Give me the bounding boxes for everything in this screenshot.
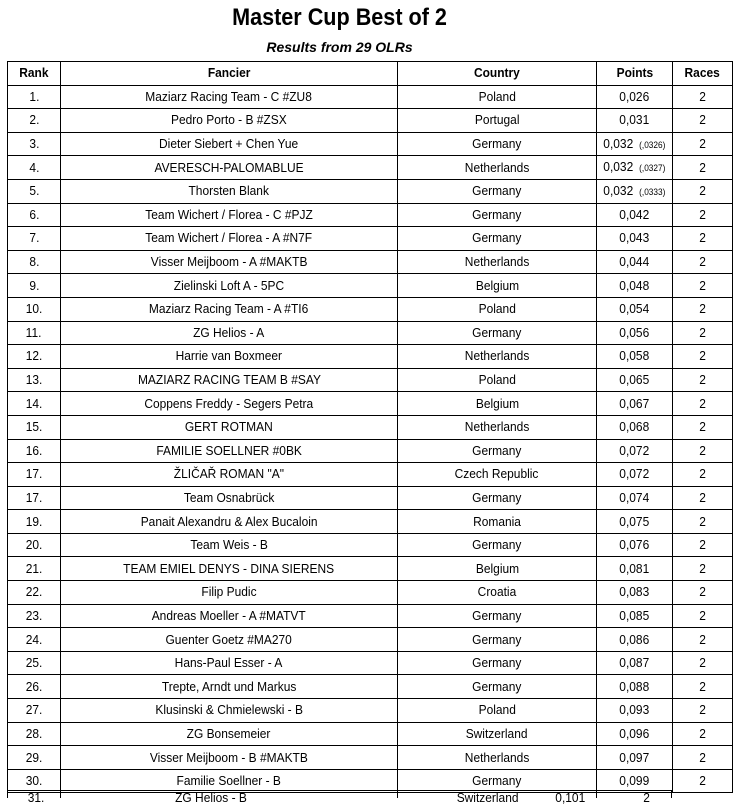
cut-off-row xyxy=(7,790,672,805)
points-cell: 0,072 xyxy=(597,439,673,463)
table-row xyxy=(8,156,733,180)
points-note: (,0327) xyxy=(639,163,666,174)
fancier-cell: Andreas Moeller - A #MATVT xyxy=(61,604,398,628)
table-row xyxy=(8,227,733,251)
country-cell: Poland xyxy=(398,297,597,321)
fancier-cell: ZG Bonsemeier xyxy=(61,722,398,746)
races-cell: 2 xyxy=(673,85,733,109)
points-cell: 0,044 xyxy=(597,250,673,274)
races-cell: 2 xyxy=(673,203,733,227)
points-cell: 0,026 xyxy=(597,85,673,109)
rank-cell: 15. xyxy=(8,415,61,439)
fancier-cell: Visser Meijboom - B #MAKTB xyxy=(61,746,398,770)
points-cell: 0,083 xyxy=(597,581,673,605)
races-cell: 2 xyxy=(673,227,733,251)
rank-cell: 17. xyxy=(8,463,61,487)
points-cell: 0,058 xyxy=(597,345,673,369)
rank-cell: 1. xyxy=(8,85,61,109)
country-cell: Romania xyxy=(398,510,597,534)
races-cell: 2 xyxy=(673,604,733,628)
races-cell: 2 xyxy=(673,746,733,770)
rank-cell: 2. xyxy=(8,109,61,133)
fancier-cell: Harrie van Boxmeer xyxy=(61,345,398,369)
fancier-cell: ŽLIČAŘ ROMAN "A" xyxy=(61,463,398,487)
fancier-cell: Thorsten Blank xyxy=(61,179,398,203)
table-row xyxy=(8,203,733,227)
races-cell: 2 xyxy=(673,439,733,463)
races-cell: 2 xyxy=(673,156,733,180)
cut-races: 2 xyxy=(643,790,650,805)
fancier-cell: Familie Soellner - B xyxy=(61,769,398,793)
header-rank: Rank xyxy=(8,62,61,86)
header-races: Races xyxy=(673,62,733,86)
country-cell: Germany xyxy=(398,439,597,463)
fancier-cell: ZG Helios - A xyxy=(61,321,398,345)
table-row xyxy=(8,368,733,392)
header-points: Points xyxy=(597,62,673,86)
points-cell: 0,032 (,0326) xyxy=(597,132,673,156)
rank-cell: 4. xyxy=(8,156,61,180)
country-cell: Germany xyxy=(398,533,597,557)
rank-cell: 16. xyxy=(8,439,61,463)
races-cell: 2 xyxy=(673,486,733,510)
table-row xyxy=(8,675,733,699)
rank-cell: 17. xyxy=(8,486,61,510)
table-row xyxy=(8,651,733,675)
races-cell: 2 xyxy=(673,769,733,793)
races-cell: 2 xyxy=(673,533,733,557)
cut-rank: 31. xyxy=(27,790,45,805)
points-cell: 0,093 xyxy=(597,699,673,723)
country-cell: Croatia xyxy=(398,581,597,605)
table-body xyxy=(8,85,733,793)
country-cell: Germany xyxy=(398,179,597,203)
races-cell: 2 xyxy=(673,463,733,487)
rank-cell: 25. xyxy=(8,651,61,675)
header-country: Country xyxy=(398,62,597,86)
table-row xyxy=(8,628,733,652)
points-cell: 0,048 xyxy=(597,274,673,298)
rank-cell: 13. xyxy=(8,368,61,392)
table-row xyxy=(8,250,733,274)
header-fancier: Fancier xyxy=(61,62,398,86)
races-cell: 2 xyxy=(673,368,733,392)
rank-cell: 30. xyxy=(8,769,61,793)
fancier-cell: Panait Alexandru & Alex Bucaloin xyxy=(61,510,398,534)
fancier-cell: MAZIARZ RACING TEAM B #SAY xyxy=(61,368,398,392)
fancier-cell: AVERESCH-PALOMABLUE xyxy=(61,156,398,180)
races-cell: 2 xyxy=(673,132,733,156)
rank-cell: 22. xyxy=(8,581,61,605)
country-cell: Germany xyxy=(398,227,597,251)
table-row xyxy=(8,746,733,770)
table-row xyxy=(8,179,733,203)
country-cell: Germany xyxy=(398,628,597,652)
rank-cell: 3. xyxy=(8,132,61,156)
country-cell: Belgium xyxy=(398,274,597,298)
table-row xyxy=(8,699,733,723)
cut-country: Switzerland xyxy=(456,790,519,805)
fancier-cell: Team Wichert / Florea - C #PJZ xyxy=(61,203,398,227)
table-header-row xyxy=(8,62,733,86)
table-row xyxy=(8,510,733,534)
fancier-cell: Trepte, Arndt und Markus xyxy=(61,675,398,699)
rank-cell: 8. xyxy=(8,250,61,274)
country-cell: Poland xyxy=(398,699,597,723)
points-cell: 0,075 xyxy=(597,510,673,534)
table-row xyxy=(8,722,733,746)
races-cell: 2 xyxy=(673,179,733,203)
races-cell: 2 xyxy=(673,722,733,746)
points-cell: 0,099 xyxy=(597,769,673,793)
rank-cell: 23. xyxy=(8,604,61,628)
country-cell: Germany xyxy=(398,321,597,345)
table-row xyxy=(8,297,733,321)
rank-cell: 24. xyxy=(8,628,61,652)
rank-cell: 10. xyxy=(8,297,61,321)
fancier-cell: Guenter Goetz #MA270 xyxy=(61,628,398,652)
country-cell: Poland xyxy=(398,368,597,392)
rank-cell: 20. xyxy=(8,533,61,557)
points-cell: 0,072 xyxy=(597,463,673,487)
fancier-cell: Team Osnabrück xyxy=(61,486,398,510)
points-cell: 0,076 xyxy=(597,533,673,557)
page-subtitle: Results from 29 OLRs xyxy=(266,39,413,55)
table-row xyxy=(8,533,733,557)
country-cell: Germany xyxy=(398,132,597,156)
races-cell: 2 xyxy=(673,699,733,723)
races-cell: 2 xyxy=(673,321,733,345)
rank-cell: 9. xyxy=(8,274,61,298)
points-cell: 0,032 (,0333) xyxy=(597,179,673,203)
rank-cell: 14. xyxy=(8,392,61,416)
races-cell: 2 xyxy=(673,109,733,133)
races-cell: 2 xyxy=(673,345,733,369)
country-cell: Germany xyxy=(398,675,597,699)
races-cell: 2 xyxy=(673,628,733,652)
points-cell: 0,074 xyxy=(597,486,673,510)
points-cell: 0,085 xyxy=(597,604,673,628)
races-cell: 2 xyxy=(673,392,733,416)
fancier-cell: Team Wichert / Florea - A #N7F xyxy=(61,227,398,251)
country-cell: Belgium xyxy=(398,557,597,581)
fancier-cell: GERT ROTMAN xyxy=(61,415,398,439)
points-cell: 0,067 xyxy=(597,392,673,416)
rank-cell: 21. xyxy=(8,557,61,581)
country-cell: Germany xyxy=(398,769,597,793)
races-cell: 2 xyxy=(673,581,733,605)
races-cell: 2 xyxy=(673,415,733,439)
rank-cell: 19. xyxy=(8,510,61,534)
rank-cell: 26. xyxy=(8,675,61,699)
fancier-cell: Klusinski & Chmielewski - B xyxy=(61,699,398,723)
rank-cell: 11. xyxy=(8,321,61,345)
country-cell: Portugal xyxy=(398,109,597,133)
points-cell: 0,032 (,0327) xyxy=(597,156,673,180)
points-cell: 0,043 xyxy=(597,227,673,251)
fancier-cell: Maziarz Racing Team - C #ZU8 xyxy=(61,85,398,109)
country-cell: Switzerland xyxy=(398,722,597,746)
fancier-cell: Dieter Siebert + Chen Yue xyxy=(61,132,398,156)
points-cell: 0,068 xyxy=(597,415,673,439)
cut-fancier: ZG Helios - B xyxy=(175,790,247,805)
points-cell: 0,054 xyxy=(597,297,673,321)
table-row xyxy=(8,345,733,369)
races-cell: 2 xyxy=(673,274,733,298)
country-cell: Netherlands xyxy=(398,250,597,274)
points-cell: 0,056 xyxy=(597,321,673,345)
country-cell: Czech Republic xyxy=(398,463,597,487)
races-cell: 2 xyxy=(673,651,733,675)
country-cell: Netherlands xyxy=(398,345,597,369)
rank-cell: 7. xyxy=(8,227,61,251)
table-row xyxy=(8,604,733,628)
table-row xyxy=(8,274,733,298)
points-cell: 0,097 xyxy=(597,746,673,770)
table-row xyxy=(8,439,733,463)
fancier-cell: Coppens Freddy - Segers Petra xyxy=(61,392,398,416)
fancier-cell: TEAM EMIEL DENYS - DINA SIERENS xyxy=(61,557,398,581)
rank-cell: 27. xyxy=(8,699,61,723)
table-row xyxy=(8,486,733,510)
table-row xyxy=(8,581,733,605)
table-row xyxy=(8,463,733,487)
country-cell: Belgium xyxy=(398,392,597,416)
fancier-cell: Filip Pudic xyxy=(61,581,398,605)
table-row xyxy=(8,392,733,416)
points-cell: 0,087 xyxy=(597,651,673,675)
table-row xyxy=(8,557,733,581)
races-cell: 2 xyxy=(673,297,733,321)
country-cell: Germany xyxy=(398,604,597,628)
fancier-cell: Team Weis - B xyxy=(61,533,398,557)
points-cell: 0,086 xyxy=(597,628,673,652)
rank-cell: 6. xyxy=(8,203,61,227)
rank-cell: 5. xyxy=(8,179,61,203)
rank-cell: 29. xyxy=(8,746,61,770)
cut-points: 0,101 xyxy=(555,790,586,805)
country-cell: Netherlands xyxy=(398,156,597,180)
fancier-cell: Pedro Porto - B #ZSX xyxy=(61,109,398,133)
country-cell: Germany xyxy=(398,651,597,675)
table-row xyxy=(8,321,733,345)
fancier-cell: Maziarz Racing Team - A #TI6 xyxy=(61,297,398,321)
points-cell: 0,031 xyxy=(597,109,673,133)
points-note: (,0326) xyxy=(639,139,666,150)
table-row xyxy=(8,85,733,109)
races-cell: 2 xyxy=(673,510,733,534)
country-cell: Netherlands xyxy=(398,746,597,770)
points-note: (,0333) xyxy=(639,186,666,197)
points-cell: 0,088 xyxy=(597,675,673,699)
fancier-cell: Visser Meijboom - A #MAKTB xyxy=(61,250,398,274)
fancier-cell: FAMILIE SOELLNER #0BK xyxy=(61,439,398,463)
country-cell: Netherlands xyxy=(398,415,597,439)
country-cell: Germany xyxy=(398,203,597,227)
page-title: Master Cup Best of 2 xyxy=(232,4,447,31)
table-row xyxy=(8,132,733,156)
fancier-cell: Hans-Paul Esser - A xyxy=(61,651,398,675)
rank-cell: 28. xyxy=(8,722,61,746)
country-cell: Poland xyxy=(398,85,597,109)
points-cell: 0,065 xyxy=(597,368,673,392)
points-cell: 0,042 xyxy=(597,203,673,227)
fancier-cell: Zielinski Loft A - 5PC xyxy=(61,274,398,298)
rank-cell: 12. xyxy=(8,345,61,369)
country-cell: Germany xyxy=(398,486,597,510)
races-cell: 2 xyxy=(673,250,733,274)
table-row xyxy=(8,109,733,133)
table-row xyxy=(8,415,733,439)
points-cell: 0,081 xyxy=(597,557,673,581)
races-cell: 2 xyxy=(673,557,733,581)
races-cell: 2 xyxy=(673,675,733,699)
results-table xyxy=(7,61,733,793)
points-cell: 0,096 xyxy=(597,722,673,746)
